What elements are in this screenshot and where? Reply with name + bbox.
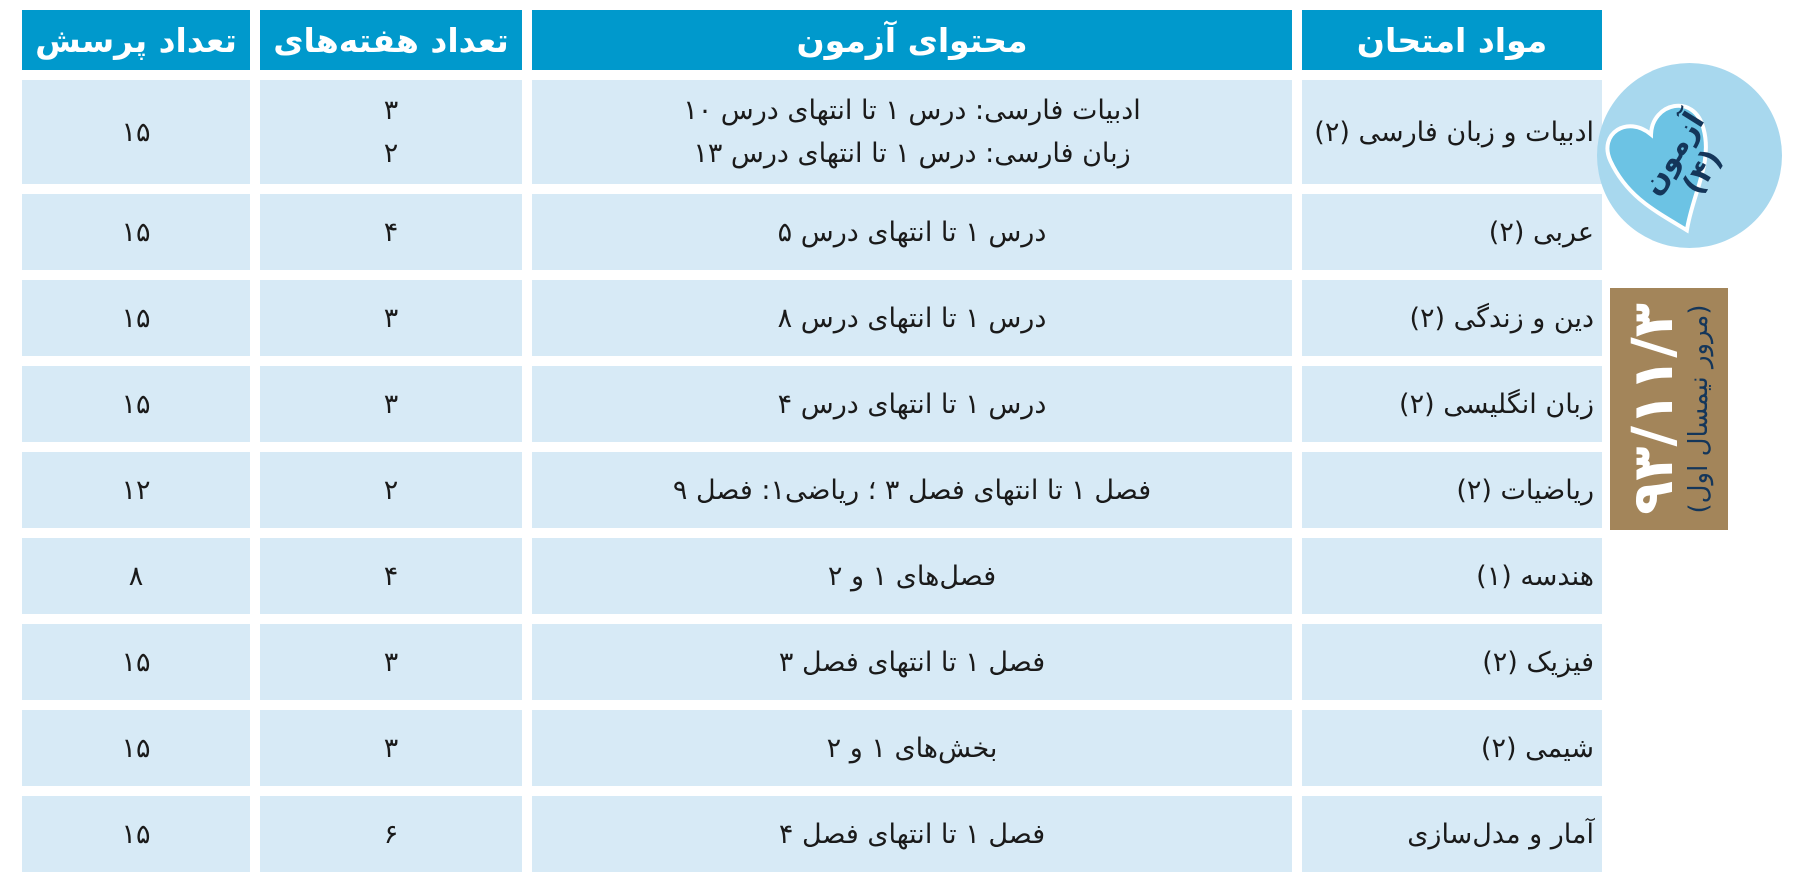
- cell-content: فصل ۱ تا انتهای فصل ۳ ؛ ریاضی۱: فصل ۹: [532, 452, 1292, 528]
- exam-schedule-table: [22, 10, 1602, 872]
- cell-questions: ۸: [22, 538, 250, 614]
- header-subject: مواد امتحان: [1302, 10, 1602, 70]
- cell-content: فصل‌های ۱ و ۲: [532, 538, 1292, 614]
- cell-content: بخش‌های ۱ و ۲: [532, 710, 1292, 786]
- cell-content: فصل ۱ تا انتهای فصل ۴: [532, 796, 1292, 872]
- cell-weeks: ۳ ۲: [260, 80, 522, 184]
- date-label: [1610, 288, 1728, 530]
- cell-subject: ریاضیات (۲): [1302, 452, 1602, 528]
- cell-questions: ۱۵: [22, 710, 250, 786]
- header-questions: تعداد پرسش: [22, 10, 250, 70]
- cell-subject: زبان انگلیسی (۲): [1302, 366, 1602, 442]
- cell-weeks: ۶: [260, 796, 522, 872]
- cell-questions: ۱۵: [22, 280, 250, 356]
- cell-content: ادبیات فارسی: درس ۱ تا انتهای درس ۱۰ زبان فارسی: درس ۱ تا انتهای درس ۱۳: [532, 80, 1292, 184]
- cell-questions: ۱۵: [22, 624, 250, 700]
- cell-questions: ۱۵: [22, 796, 250, 872]
- header-weeks: تعداد هفته‌های: [260, 10, 522, 70]
- cell-weeks: ۲: [260, 452, 522, 528]
- cell-subject: فیزیک (۲): [1302, 624, 1602, 700]
- cell-subject: شیمی (۲): [1302, 710, 1602, 786]
- exam-subtitle: (مرور نیمسال اول): [1684, 304, 1714, 514]
- cell-content: درس ۱ تا انتهای درس ۵: [532, 194, 1292, 270]
- cell-questions: ۱۵: [22, 194, 250, 270]
- cell-content: درس ۱ تا انتهای درس ۴: [532, 366, 1292, 442]
- header-content: محتوای آزمون: [532, 10, 1292, 70]
- cell-subject: هندسه (۱): [1302, 538, 1602, 614]
- exam-date: ۹۳/۱۱/۳: [1621, 303, 1686, 515]
- cell-weeks: ۳: [260, 280, 522, 356]
- cell-content: فصل ۱ تا انتهای فصل ۳: [532, 624, 1292, 700]
- cell-subject: عربی (۲): [1302, 194, 1602, 270]
- cell-content: درس ۱ تا انتهای درس ۸: [532, 280, 1292, 356]
- cell-questions: ۱۵: [22, 366, 250, 442]
- cell-questions: ۱۲: [22, 452, 250, 528]
- cell-weeks: ۴: [260, 538, 522, 614]
- badge-title: آزمون (۴): [1634, 106, 1730, 202]
- cell-subject: ادبیات و زبان فارسی (۲): [1302, 80, 1602, 184]
- cell-weeks: ۳: [260, 710, 522, 786]
- cell-questions: ۱۵: [22, 80, 250, 184]
- cell-weeks: ۳: [260, 624, 522, 700]
- cell-weeks: ۳: [260, 366, 522, 442]
- cell-subject: آمار و مدل‌سازی: [1302, 796, 1602, 872]
- cell-subject: دین و زندگی (۲): [1302, 280, 1602, 356]
- cell-weeks: ۴: [260, 194, 522, 270]
